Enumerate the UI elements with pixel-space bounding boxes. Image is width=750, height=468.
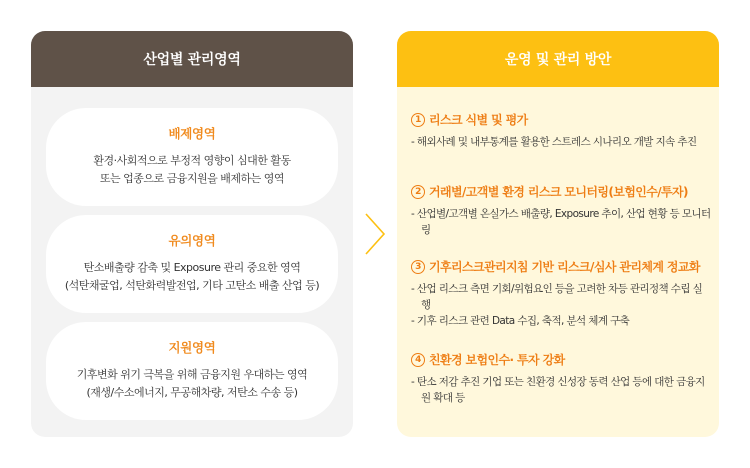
- support-area-card: [46, 322, 338, 420]
- plan-item-risk-identification: [411, 111, 711, 150]
- plan-detail: - 산업 리스크 측면 기회/위험요인 등을 고려한 차등 관리정책 수립 실행: [411, 283, 703, 311]
- support-area-description: [46, 366, 338, 402]
- plan-title: 친환경 보험인수· 투자 강화: [429, 353, 565, 367]
- caution-area-title: 유의영역: [168, 233, 216, 248]
- industry-panel-header: 산업별 관리영역: [31, 31, 353, 87]
- plan-title: 기후리스크관리지침 기반 리스크/심사 관리체계 정교화: [429, 260, 700, 274]
- caution-area-description: [46, 259, 338, 295]
- circled-number-icon: 3: [411, 260, 425, 274]
- exclusion-area-line: 또는 업종으로 금융지원을 배제하는 영역: [99, 172, 285, 185]
- operation-plan-panel: [397, 31, 719, 437]
- support-area-line: (재생/수소에너지, 무공해차량, 저탄소 수송 등): [86, 386, 298, 399]
- exclusion-area-card: [46, 108, 338, 206]
- operation-panel-header: 운영 및 관리 방안: [397, 31, 719, 87]
- plan-title: 거래별/고객별 환경 리스크 모니터링(보험인수/투자): [429, 185, 688, 199]
- plan-detail: - 산업별/고객별 온실가스 배출량, Exposure 추이, 산업 현황 등 모니터링: [411, 208, 711, 236]
- exclusion-area-description: [46, 152, 338, 188]
- circled-number-icon: 1: [411, 113, 425, 127]
- plan-title: 리스크 식별 및 평가: [429, 113, 528, 127]
- circled-number-icon: 4: [411, 353, 425, 367]
- plan-detail: - 탄소 저감 추진 기업 또는 친환경 신성장 동력 산업 등에 대한 금융지원 확대 등: [411, 376, 705, 404]
- exclusion-area-title: 배제영역: [168, 126, 216, 141]
- chevron-right-icon: [363, 212, 387, 256]
- circled-number-icon: 2: [411, 185, 425, 199]
- plan-item-green-investment: [411, 351, 711, 406]
- support-area-line: 기후변화 위기 극복을 위해 금융지원 우대하는 영역: [76, 368, 308, 381]
- plan-item-risk-framework: [411, 258, 711, 329]
- plan-detail: - 기후 리스크 관련 Data 수집, 축적, 분석 체계 구축: [411, 315, 630, 327]
- plan-item-risk-monitoring: [411, 183, 711, 238]
- exclusion-area-line: 환경·사회적으로 부정적 영향이 심대한 활동: [93, 154, 291, 167]
- support-area-title: 지원영역: [168, 340, 216, 355]
- caution-area-line: (석탄채굴업, 석탄화력발전업, 기타 고탄소 배출 산업 등): [64, 279, 320, 292]
- industry-management-panel: [31, 31, 353, 437]
- caution-area-card: [46, 215, 338, 313]
- plan-detail: - 해외사례 및 내부통계를 활용한 스트레스 시나리오 개발 지속 추진: [411, 136, 697, 148]
- caution-area-line: 탄소배출량 감축 및 Exposure 관리 중요한 영역: [83, 261, 301, 274]
